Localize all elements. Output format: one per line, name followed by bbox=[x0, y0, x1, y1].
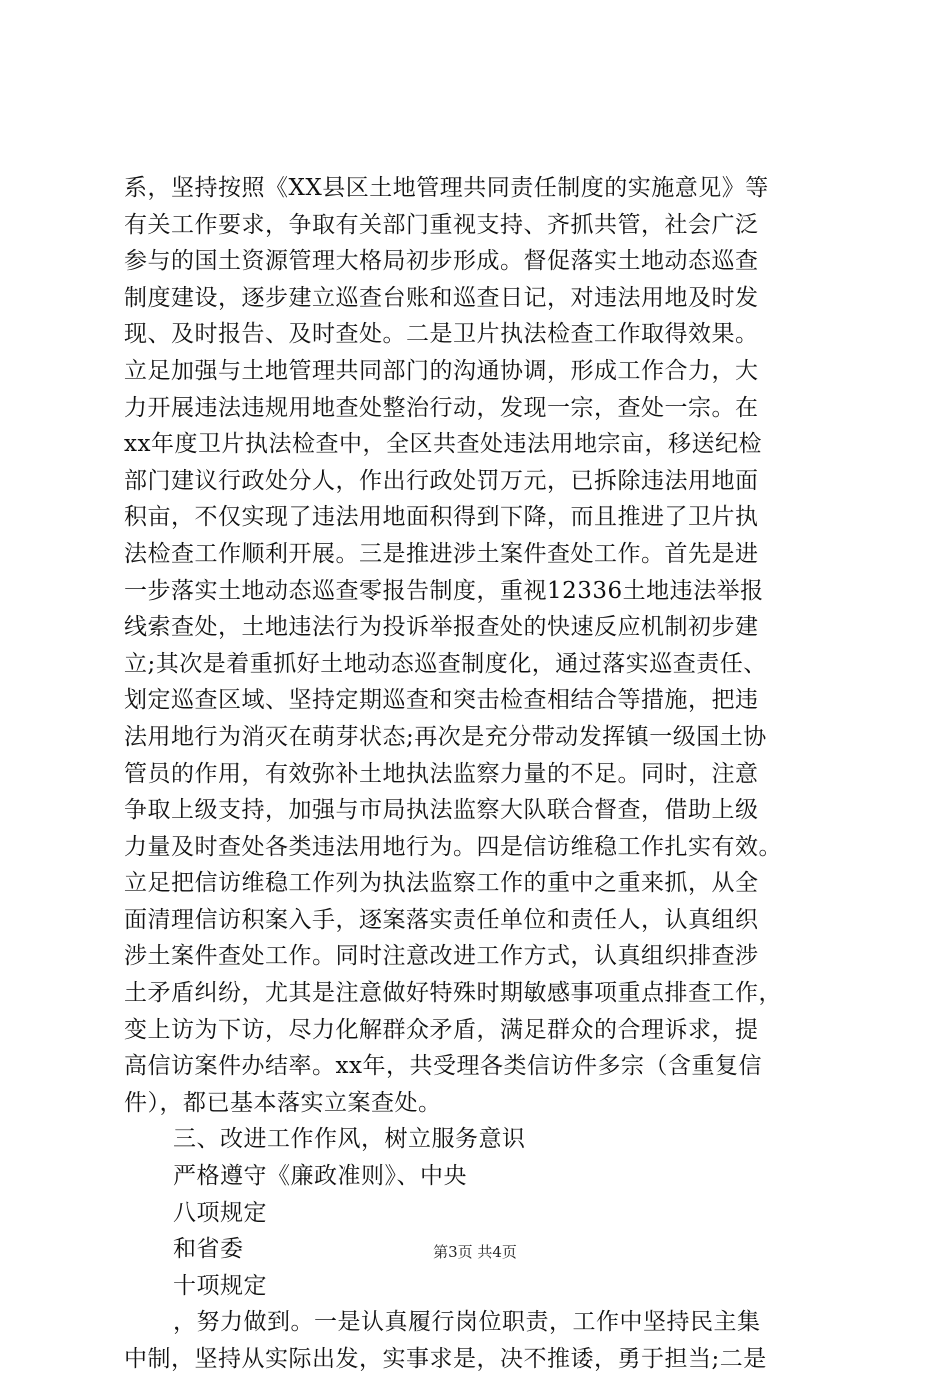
text-line: 系，坚持按照《XX县区土地管理共同责任制度的实施意见》等 bbox=[124, 175, 769, 201]
text-line: 涉土案件查处工作。同时注意改进工作方式，认真组织排查涉 bbox=[124, 943, 759, 970]
text-line: 线索查处，土地违法行为投诉举报查处的快速反应机制初步建 bbox=[124, 614, 759, 641]
text-line: 件），都已基本落实立案查处。 bbox=[124, 1089, 442, 1116]
text-line: 参与的国土资源管理大格局初步形成。督促落实土地动态巡查 bbox=[124, 248, 759, 275]
text-line: xx年度卫片执法检查中，全区共查处违法用地宗亩，移送纪检 bbox=[124, 431, 762, 458]
text-line: 制度建设，逐步建立巡查台账和巡查日记，对违法用地及时发 bbox=[124, 284, 759, 311]
text-line: 力开展违法违规用地查处整治行动，发现一宗，查处一宗。在 bbox=[124, 394, 759, 421]
text-line: 土矛盾纠纷，尤其是注意做好特殊时期敏感事项重点排查工作， bbox=[124, 980, 782, 1007]
text-line: 十项规定 bbox=[173, 1272, 267, 1299]
text-line: 力量及时查处各类违法用地行为。四是信访维稳工作扎实有效。 bbox=[124, 833, 782, 860]
text-line: 高信访案件办结率。xx年，共受理各类信访件多宗（含重复信 bbox=[124, 1053, 762, 1080]
text-line: 积亩，不仅实现了违法用地面积得到下降，而且推进了卫片执 bbox=[124, 504, 759, 531]
text-line: 部门建议行政处分人，作出行政处罚万元，已拆除违法用地面 bbox=[124, 467, 759, 494]
text-line: 面清理信访积案入手，逐案落实责任单位和责任人，认真组织 bbox=[124, 906, 759, 933]
text-line: 立;其次是着重抓好土地动态巡查制度化，通过落实巡查责任、 bbox=[124, 650, 767, 677]
text-line: 争取上级支持，加强与市局执法监察大队联合督查，借助上级 bbox=[124, 797, 759, 824]
text-line: 法检查工作顺利开展。三是推进涉土案件查处工作。首先是进 bbox=[124, 540, 759, 567]
text-line: 立足加强与土地管理共同部门的沟通协调，形成工作合力，大 bbox=[124, 357, 759, 384]
text-line: 一步落实土地动态巡查零报告制度，重视12336土地违法举报 bbox=[124, 577, 764, 604]
text-line: 管员的作用，有效弥补土地执法监察力量的不足。同时，注意 bbox=[124, 760, 759, 787]
text-line: 和省委 bbox=[173, 1236, 244, 1263]
text-line: ，努力做到。一是认真履行岗位职责，工作中坚持民主集 bbox=[173, 1309, 761, 1336]
document-body bbox=[124, 170, 836, 1378]
text-line: 法用地行为消灭在萌芽状态;再次是充分带动发挥镇一级国土协 bbox=[124, 723, 767, 750]
text-line: 中制，坚持从实际出发，实事求是，决不推诿，勇于担当;二是 bbox=[124, 1346, 767, 1372]
text-line: 三、改进工作作风，树立服务意识 bbox=[173, 1126, 526, 1153]
text-line: 划定巡查区域、坚持定期巡查和突击检查相结合等措施，把违 bbox=[124, 687, 759, 714]
text-line: 立足把信访维稳工作列为执法监察工作的重中之重来抓，从全 bbox=[124, 870, 759, 897]
text-line: 现、及时报告、及时查处。二是卫片执法检查工作取得效果。 bbox=[124, 321, 759, 348]
text-line: 八项规定 bbox=[173, 1199, 267, 1226]
text-line: 变上访为下访，尽力化解群众矛盾，满足群众的合理诉求，提 bbox=[124, 1016, 759, 1043]
text-line: 有关工作要求，争取有关部门重视支持、齐抓共管，社会广泛 bbox=[124, 211, 759, 238]
text-line: 严格遵守《廉政准则》、中央 bbox=[173, 1163, 467, 1190]
page-footer: 第3页 共4页 bbox=[433, 1243, 517, 1261]
